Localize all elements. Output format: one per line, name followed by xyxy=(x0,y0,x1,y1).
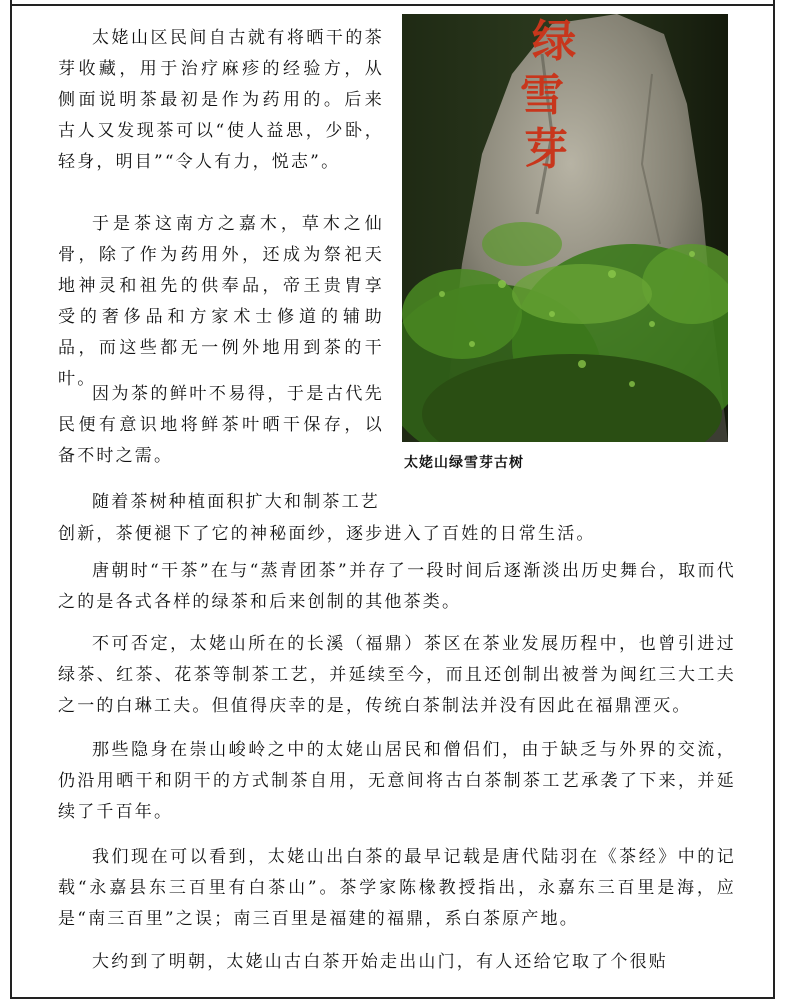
paragraph-7: 那些隐身在崇山峻岭之中的太姥山居民和僧侣们，由于缺乏与外界的交流，仍沿用晒干和阴干的方式制茶自用，无意间将古白茶制茶工艺承袭了下来，并延续了千百年。 xyxy=(58,740,736,822)
paragraph-4-continued: 创新，茶便褪下了它的神秘面纱，逐步进入了百姓的日常生活。 xyxy=(58,524,596,544)
paragraph-4-start: 随着茶树种植面积扩大和制茶工艺 xyxy=(92,492,380,512)
paragraph-1: 太姥山区民间自古就有将晒干的茶芽收藏，用于治疗麻疹的经验方，从侧面说明茶最初是作为药用的。后来古人又发现茶可以“使人益思，少卧，轻身，明目”“令人有力，悦志”。 xyxy=(58,28,384,172)
paragraph-5: 唐朝时“干茶”在与“蒸青团茶”并存了一段时间后逐渐淡出历史舞台，取而代之的是各式各样的绿茶和后来创制的其他茶类。 xyxy=(58,561,736,612)
engraving-char-3: 芽 xyxy=(524,124,568,175)
photo-illustration xyxy=(402,14,728,442)
paragraph-9: 大约到了明朝，太姥山古白茶开始走出山门，有人还给它取了个很贴 xyxy=(92,952,668,972)
tea-tree-photo xyxy=(402,14,728,442)
engraving-char-2: 雪 xyxy=(520,70,564,121)
paragraph-8: 我们现在可以看到，太姥山出白茶的最早记载是唐代陆羽在《茶经》中的记载“永嘉县东三百里有白茶山”。茶学家陈椽教授指出，永嘉东三百里是海，应是“南三百里”之误；南三百里是福建的福鼎，系白茶原产地。 xyxy=(58,847,736,929)
photo-caption: 太姥山绿雪芽古树 xyxy=(404,455,524,471)
paragraph-3: 因为茶的鲜叶不易得，于是古代先民便有意识地将鲜茶叶晒干保存，以备不时之需。 xyxy=(58,384,384,466)
paragraph-6: 不可否定，太姥山所在的长溪（福鼎）茶区在茶业发展历程中，也曾引进过绿茶、红茶、花茶等制茶工艺，并延续至今，而且还创制出被誉为闽红三大工夫之一的白琳工夫。但值得庆幸的是，传统白茶制法并没有因此在福鼎湮灭。 xyxy=(58,634,736,716)
paragraph-2: 于是茶这南方之嘉木，草木之仙骨，除了作为药用外，还成为祭祀天地神灵和祖先的供奉品，帝王贵胄享受的奢侈品和方家术士修道的辅助品，而这些都无一例外地用到茶的干叶。 xyxy=(58,214,384,389)
engraving-char-1: 绿 xyxy=(532,16,576,67)
